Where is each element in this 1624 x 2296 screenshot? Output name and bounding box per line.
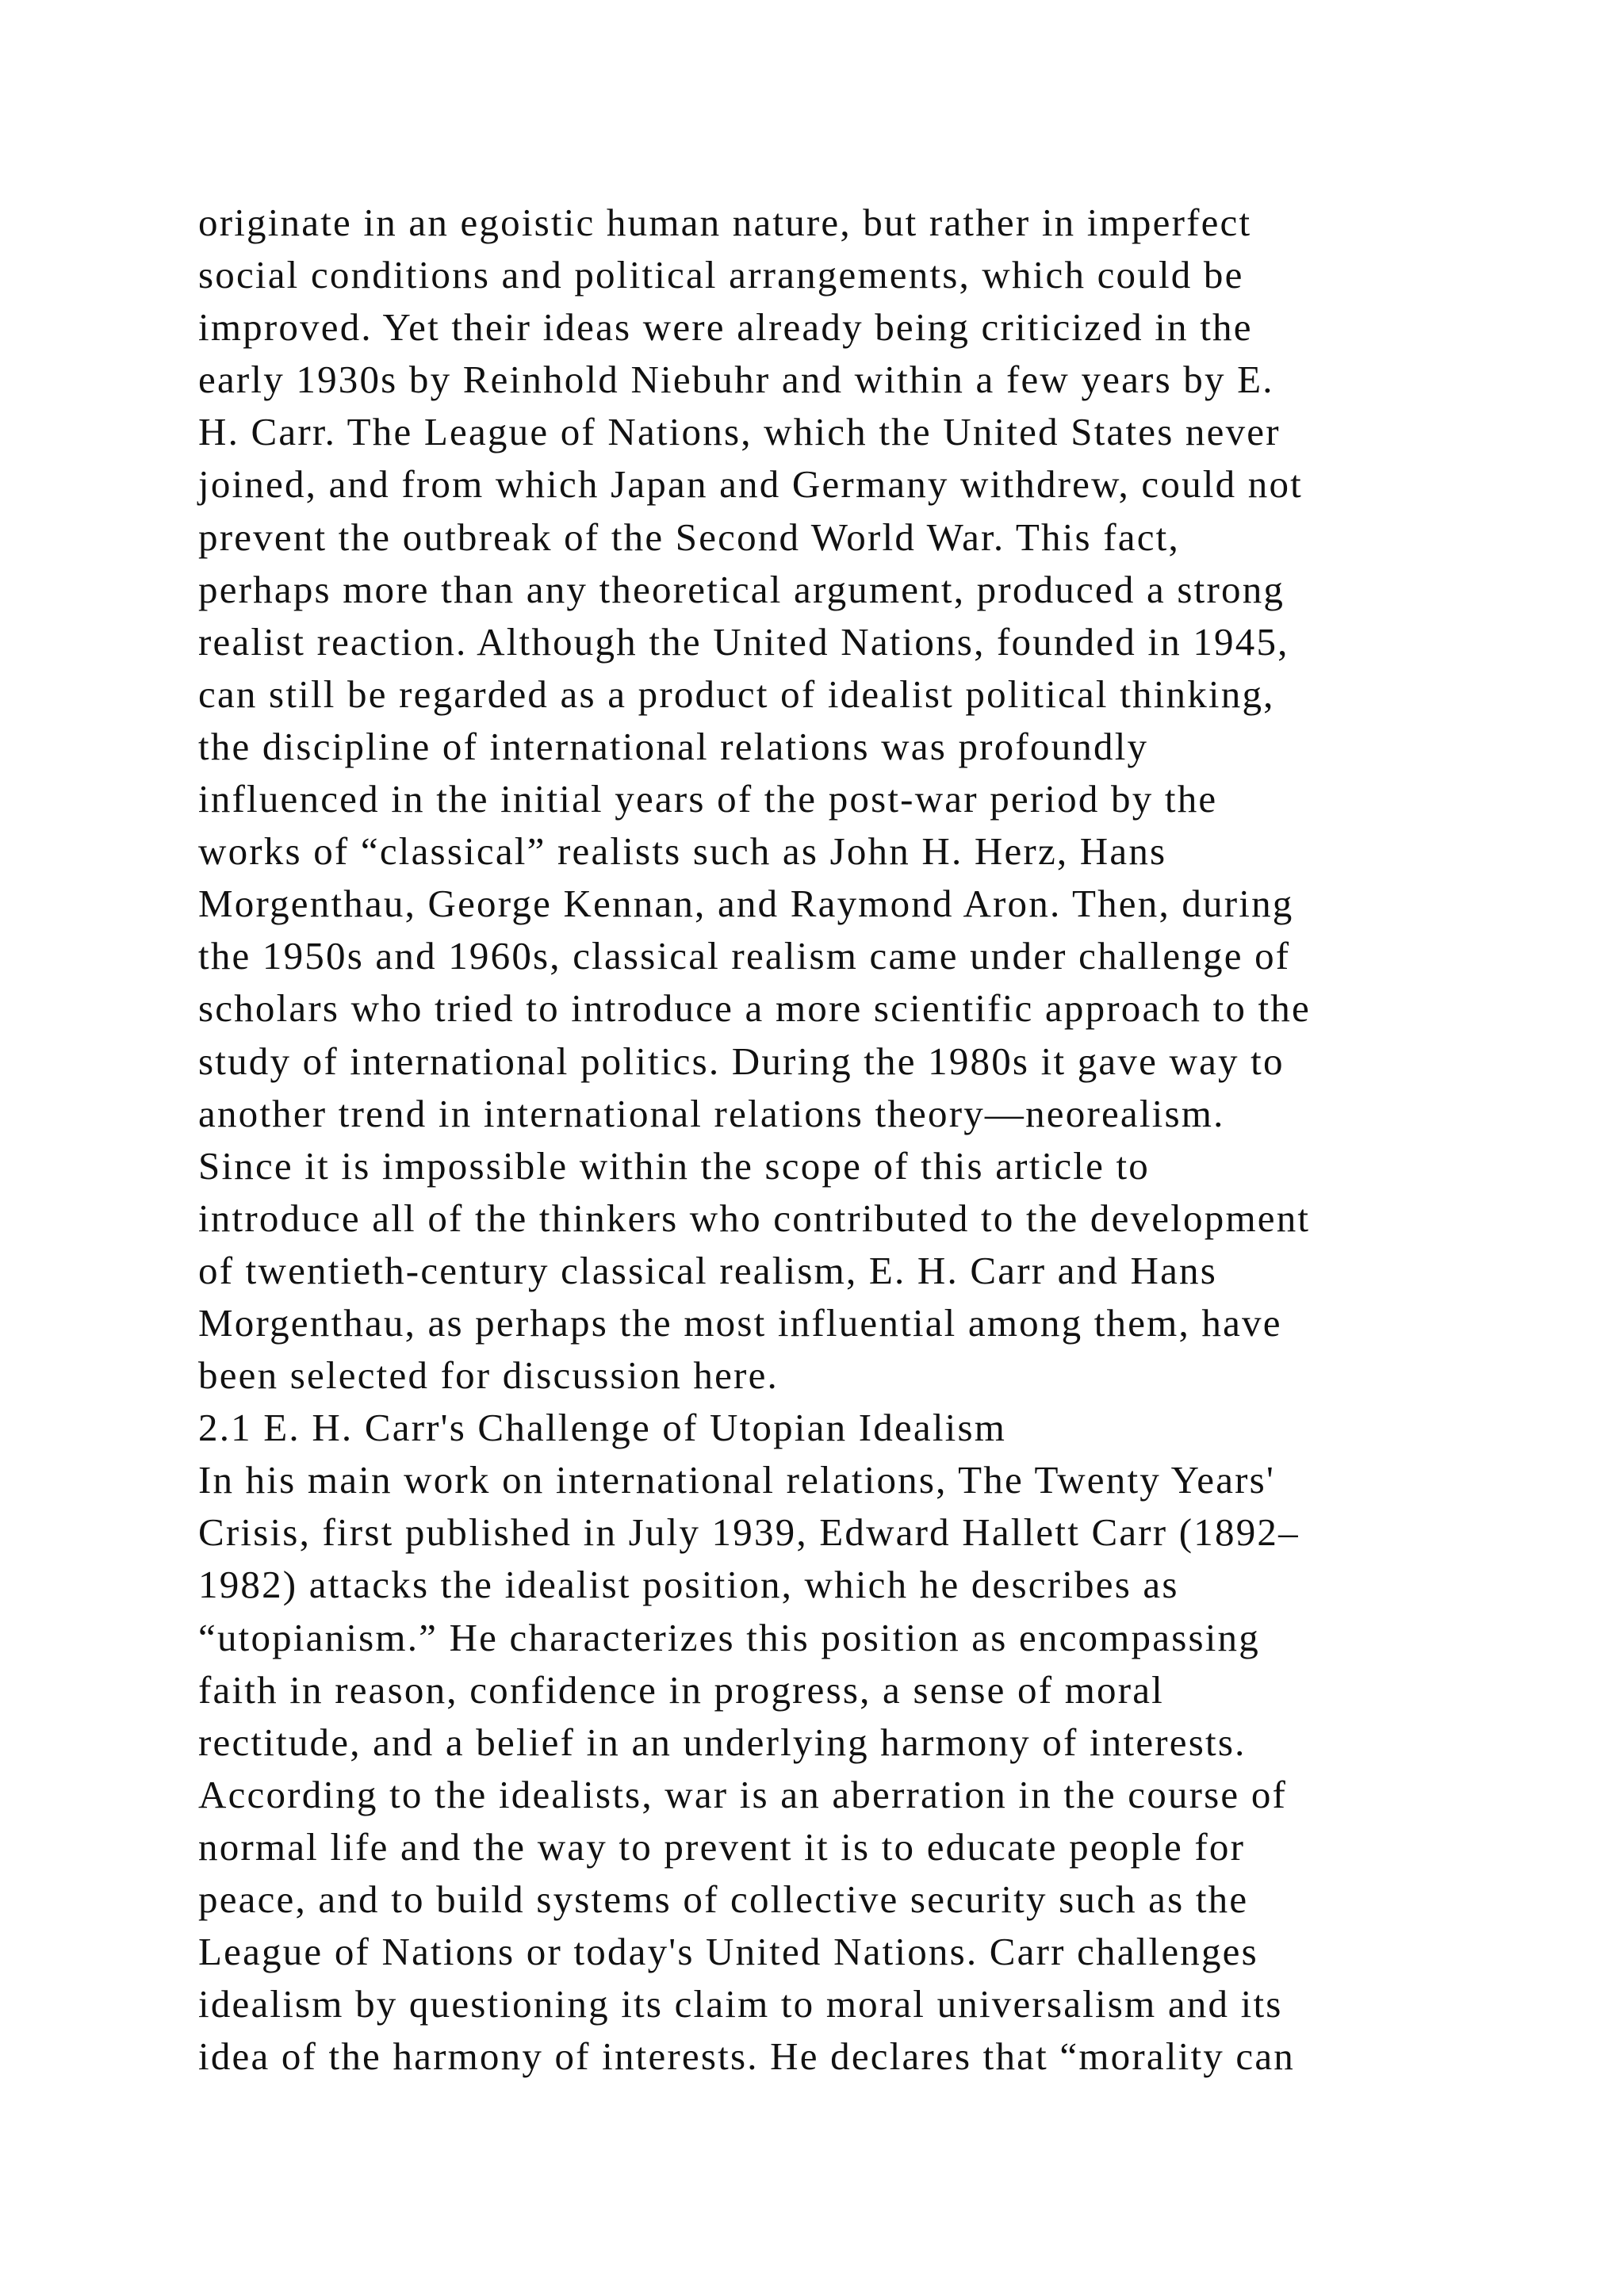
text-line: scholars who tried to introduce a more scientific approach to the [198, 986, 1311, 1031]
text-line: Crisis, first published in July 1939, Edward Hallett Carr (1892– [198, 1510, 1300, 1555]
text-line: study of international politics. During the 1980s it gave way to [198, 1039, 1285, 1083]
text-line: peace, and to build systems of collective security such as the [198, 1877, 1249, 1921]
text-line: improved. Yet their ideas were already being criticized in the [198, 305, 1253, 350]
text-line: social conditions and political arrangements, which could be [198, 253, 1244, 297]
text-line: the discipline of international relations was profoundly [198, 724, 1149, 768]
text-line: joined, and from which Japan and Germany withdrew, could not [198, 462, 1303, 507]
text-line: Since it is impossible within the scope of this article to [198, 1143, 1151, 1188]
text-line: originate in an egoistic human nature, but rather in imperfect [198, 201, 1252, 244]
text-line: “utopianism.” He characterizes this position as encompassing [198, 1615, 1260, 1659]
text-line: idealism by questioning its claim to moral universalism and its [198, 1982, 1283, 2026]
text-line: prevent the outbreak of the Second World War. This fact, [198, 515, 1180, 559]
text-line: the 1950s and 1960s, classical realism came under challenge of [198, 934, 1291, 978]
text-line: normal life and the way to prevent it is to educate people for [198, 1824, 1246, 1869]
text-line: can still be regarded as a product of idealist political thinking, [198, 672, 1275, 716]
text-line: Morgenthau, as perhaps the most influential among them, have [198, 1300, 1282, 1345]
text-line: of twentieth-century classical realism, E. H. Carr and Hans [198, 1248, 1217, 1292]
section-heading: 2.1 E. H. Carr's Challenge of Utopian Idealism [198, 1406, 1007, 1450]
text-line: According to the idealists, war is an aberration in the course of [198, 1772, 1288, 1816]
text-line: perhaps more than any theoretical argument, produced a strong [198, 567, 1285, 611]
text-line: H. Carr. The League of Nations, which the United States never [198, 410, 1281, 454]
text-line: realist reaction. Although the United Nations, founded in 1945, [198, 619, 1289, 664]
text-line: rectitude, and a belief in an underlying harmony of interests. [198, 1720, 1247, 1764]
text-line: idea of the harmony of interests. He declares that “morality can [198, 2034, 1296, 2079]
text-line: In his main work on international relations, The Twenty Years' [198, 1458, 1275, 1502]
text-line: faith in reason, confidence in progress, a sense of moral [198, 1667, 1164, 1712]
text-line: another trend in international relations theory—neorealism. [198, 1091, 1225, 1135]
text-line: introduce all of the thinkers who contributed to the development [198, 1196, 1311, 1240]
text-line: 1982) attacks the idealist position, which he describes as [198, 1563, 1179, 1607]
text-line: been selected for discussion here. [198, 1353, 779, 1398]
text-line: Morgenthau, George Kennan, and Raymond Aron. Then, during [198, 882, 1294, 926]
text-line: League of Nations or today's United Nations. Carr challenges [198, 1930, 1258, 1974]
text-line: influenced in the initial years of the post-war period by the [198, 777, 1218, 821]
text-line: early 1930s by Reinhold Niebuhr and within a few years by E. [198, 358, 1274, 402]
document-body-text [198, 197, 1467, 2083]
text-line: works of “classical” realists such as John H. Herz, Hans [198, 829, 1167, 874]
